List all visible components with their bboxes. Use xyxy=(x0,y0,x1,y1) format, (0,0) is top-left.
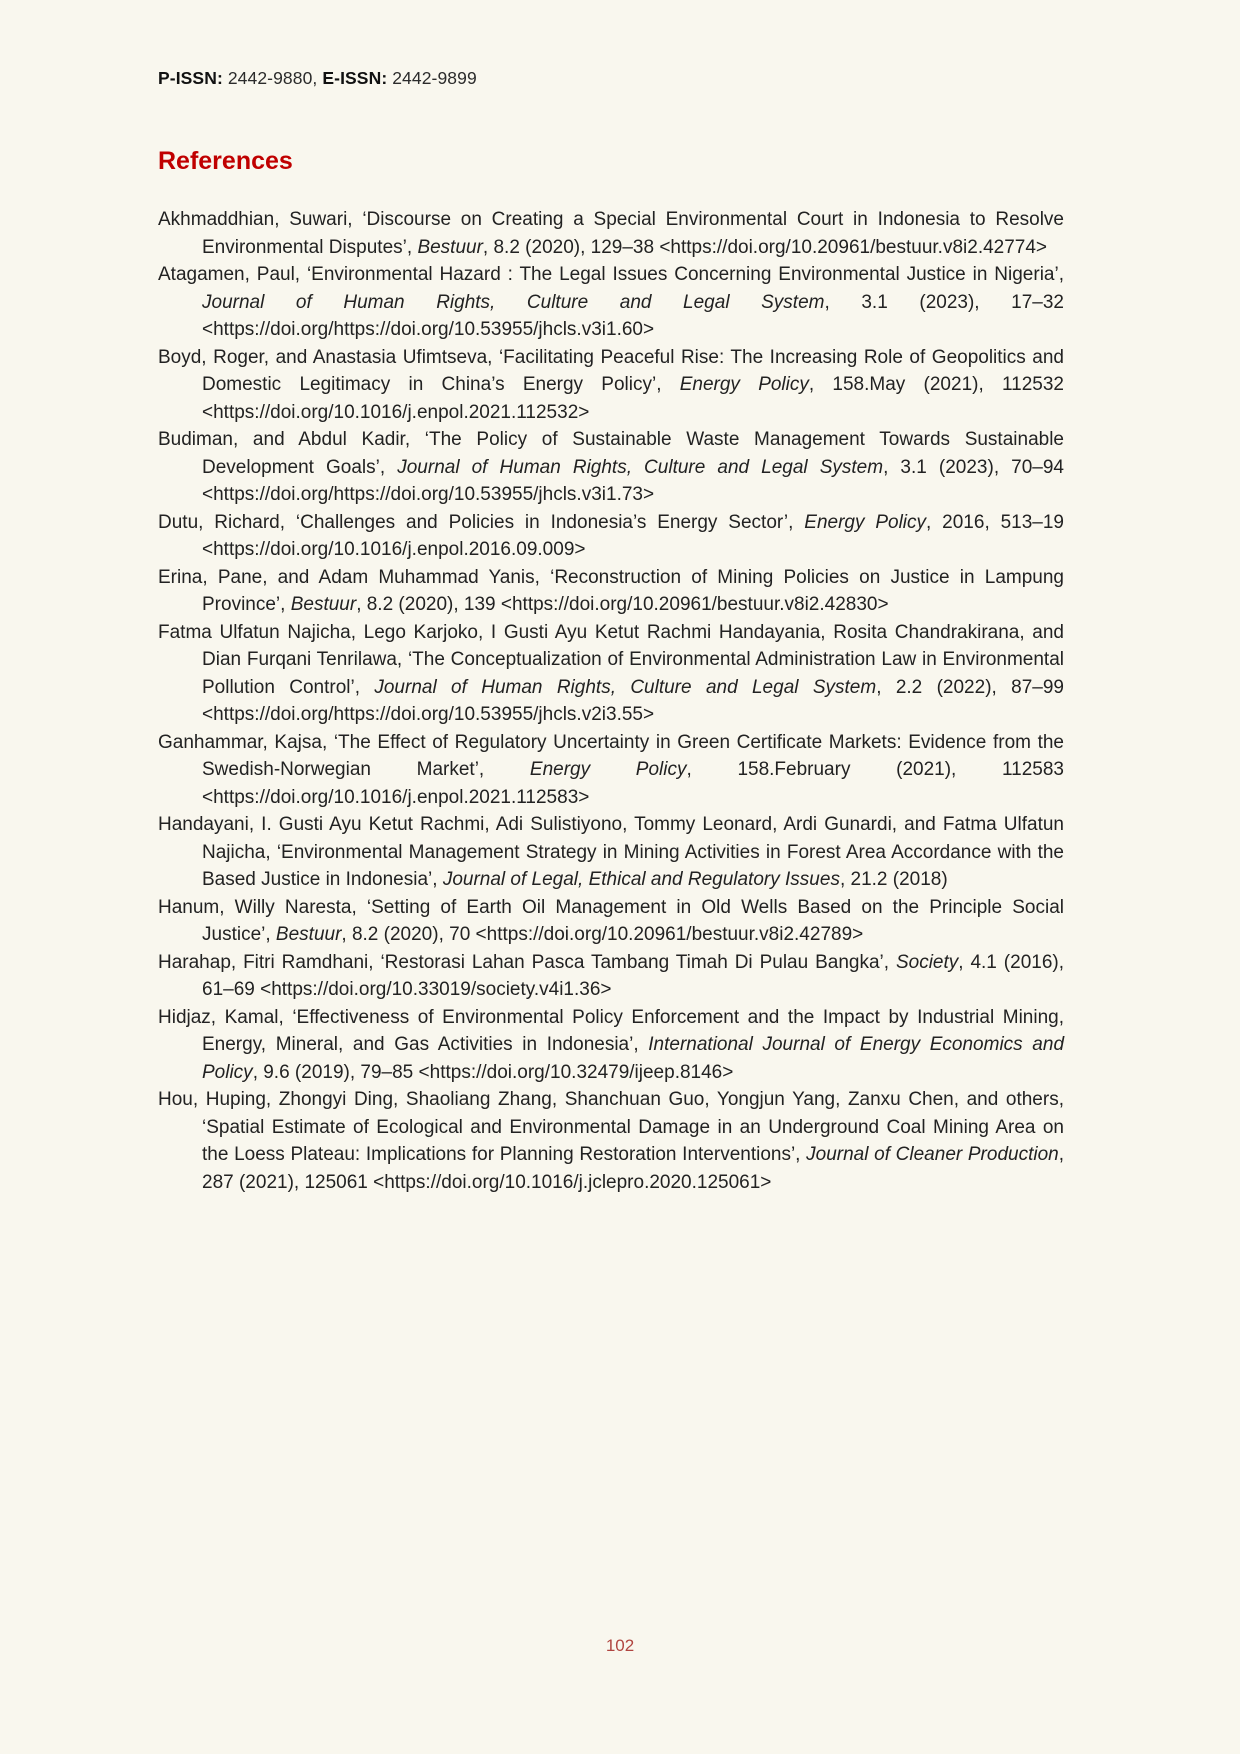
reference-text: , 158.February (2021), 112583 <https://doi.org/10.1016/j.enpol.2021.112583> xyxy=(202,759,1065,808)
reference-text: Boyd, Roger, and Anastasia Ufimtseva, ‘Facilitating Peaceful Rise: The Increasing Role of Geopolitics and Domestic Legitimacy in China’s Energy Policy’, xyxy=(158,346,1064,395)
journal-title: Bestuur xyxy=(275,924,342,945)
reference-text: , 2016, 513–19 <https://doi.org/10.1016/j.enpol.2016.09.009> xyxy=(202,511,1064,560)
journal-title: Society xyxy=(895,951,959,973)
reference-item xyxy=(158,206,1064,261)
e-issn-label: E-ISSN: xyxy=(322,68,388,88)
reference-text: Harahap, Fitri Ramdhani, ‘Restorasi Lahan Pasca Tambang Timah Di Pulau Bangka’, xyxy=(158,951,896,973)
reference-text: Fatma Ulfatun Najicha, Lego Karjoko, I Gusti Ayu Ketut Rachmi Handayania, Rosita Chandrakirana, and Dian Furqani Tenrilawa, ‘The Conceptualization of Environmental Administration Law in Environmental Pollution Control’, xyxy=(158,621,1064,698)
reference-item xyxy=(158,729,1064,812)
reference-text: Atagamen, Paul, ‘Environmental Hazard : The Legal Issues Concerning Environmental Justice in Nigeria’, xyxy=(158,264,1064,285)
reference-list xyxy=(158,206,1064,1196)
reference-item xyxy=(158,811,1064,894)
reference-item xyxy=(158,509,1064,564)
reference-item xyxy=(158,1004,1064,1087)
journal-title: Bestuur xyxy=(290,594,357,615)
reference-item xyxy=(158,344,1064,427)
reference-text: , 21.2 (2018) xyxy=(839,869,948,890)
reference-text: , 158.May (2021), 112532 <https://doi.org/10.1016/j.enpol.2021.112532> xyxy=(202,374,1064,423)
reference-text: , 8.2 (2020), 139 <https://doi.org/10.20961/bestuur.v8i2.42830> xyxy=(356,594,889,615)
reference-text: Handayani, I. Gusti Ayu Ketut Rachmi, Adi Sulistiyono, Tommy Leonard, Ardi Gunardi, and Fatma Ulfatun Najicha, ‘Environmental Management Strategy in Mining Activities in Forest Area Accordance with the Based Justice in Indonesia’, xyxy=(158,814,1064,890)
reference-text: , 4.1 (2016), 61–69 <https://doi.org/10.33019/society.v4i1.36> xyxy=(202,951,1064,1000)
journal-title: Journal of Human Rights, Culture and Legal System xyxy=(397,456,884,478)
issn-header xyxy=(158,68,1064,89)
reference-item xyxy=(158,949,1064,1004)
reference-text: , 8.2 (2020), 70 <https://doi.org/10.20961/bestuur.v8i2.42789> xyxy=(341,924,864,945)
reference-item xyxy=(158,894,1064,949)
reference-text: Hou, Huping, Zhongyi Ding, Shaoliang Zhang, Shanchuan Guo, Yongjun Yang, Zanxu Chen, and others, ‘Spatial Estimate of Ecological and Environmental Damage in an Underground Coal Mining Area on the Loess Plateau: Implications for Planning Restoration Interventions’, xyxy=(158,1089,1064,1165)
p-issn-label: P-ISSN: xyxy=(158,68,223,88)
reference-text: Akhmaddhian, Suwari, ‘Discourse on Creating a Special Environmental Court in Indonesia to Resolve Environmental Disputes’, xyxy=(158,209,1064,258)
reference-item xyxy=(158,619,1064,729)
reference-text: Erina, Pane, and Adam Muhammad Yanis, ‘Reconstruction of Mining Policies on Justice in Lampung Province’, xyxy=(158,566,1064,615)
reference-text: , 287 (2021), 125061 <https://doi.org/10.1016/j.jclepro.2020.125061> xyxy=(202,1144,1065,1193)
reference-text: , 2.2 (2022), 87–99 <https://doi.org/https://doi.org/10.53955/jhcls.v2i3.55> xyxy=(202,676,1064,725)
reference-text: , 3.1 (2023), 70–94 <https://doi.org/https://doi.org/10.53955/jhcls.v3i1.73> xyxy=(202,456,1064,505)
reference-text: , 3.1 (2023), 17–32 <https://doi.org/https://doi.org/10.53955/jhcls.v3i1.60> xyxy=(202,291,1064,340)
journal-title: International Journal of Energy Economics and Policy xyxy=(202,1034,1065,1083)
journal-title: Journal of Human Rights, Culture and Legal System xyxy=(202,291,825,313)
references-heading: References xyxy=(158,147,293,175)
reference-text: , 8.2 (2020), 129–38 <https://doi.org/10.20961/bestuur.v8i2.42774> xyxy=(482,236,1048,258)
page-number: 102 xyxy=(605,1636,635,1655)
p-issn-value: 2442-9880, xyxy=(227,68,318,88)
journal-title: Journal of Human Rights, Culture and Legal System xyxy=(374,676,877,698)
journal-title: Energy Policy xyxy=(804,511,927,533)
journal-title: Energy Policy xyxy=(529,759,687,780)
reference-text: Dutu, Richard, ‘Challenges and Policies in Indonesia’s Energy Sector’, xyxy=(158,511,805,533)
reference-item xyxy=(158,1086,1064,1196)
journal-title: Bestuur xyxy=(417,236,483,258)
reference-text: Ganhammar, Kajsa, ‘The Effect of Regulatory Uncertainty in Green Certificate Markets: Evidence from the Swedish-Norwegian Market’, xyxy=(158,731,1064,780)
e-issn-value: 2442-9899 xyxy=(392,68,477,88)
reference-text: Budiman, and Abdul Kadir, ‘The Policy of Sustainable Waste Management Towards Sustainable Development Goals’, xyxy=(158,429,1064,478)
reference-text: Hidjaz, Kamal, ‘Effectiveness of Environmental Policy Enforcement and the Impact by Industrial Mining, Energy, Mineral, and Gas Activities in Indonesia’, xyxy=(158,1006,1064,1055)
journal-title: Energy Policy xyxy=(679,374,809,395)
reference-text: , 9.6 (2019), 79–85 <https://doi.org/10.32479/ijeep.8146> xyxy=(252,1061,734,1083)
journal-title: Journal of Legal, Ethical and Regulatory Issues xyxy=(442,869,840,890)
journal-title: Journal of Cleaner Production xyxy=(806,1144,1059,1165)
reference-text: Hanum, Willy Naresta, ‘Setting of Earth Oil Management in Old Wells Based on the Principle Social Justice’, xyxy=(158,896,1064,945)
reference-item xyxy=(158,261,1064,344)
reference-item xyxy=(158,564,1064,619)
reference-item xyxy=(158,426,1064,509)
